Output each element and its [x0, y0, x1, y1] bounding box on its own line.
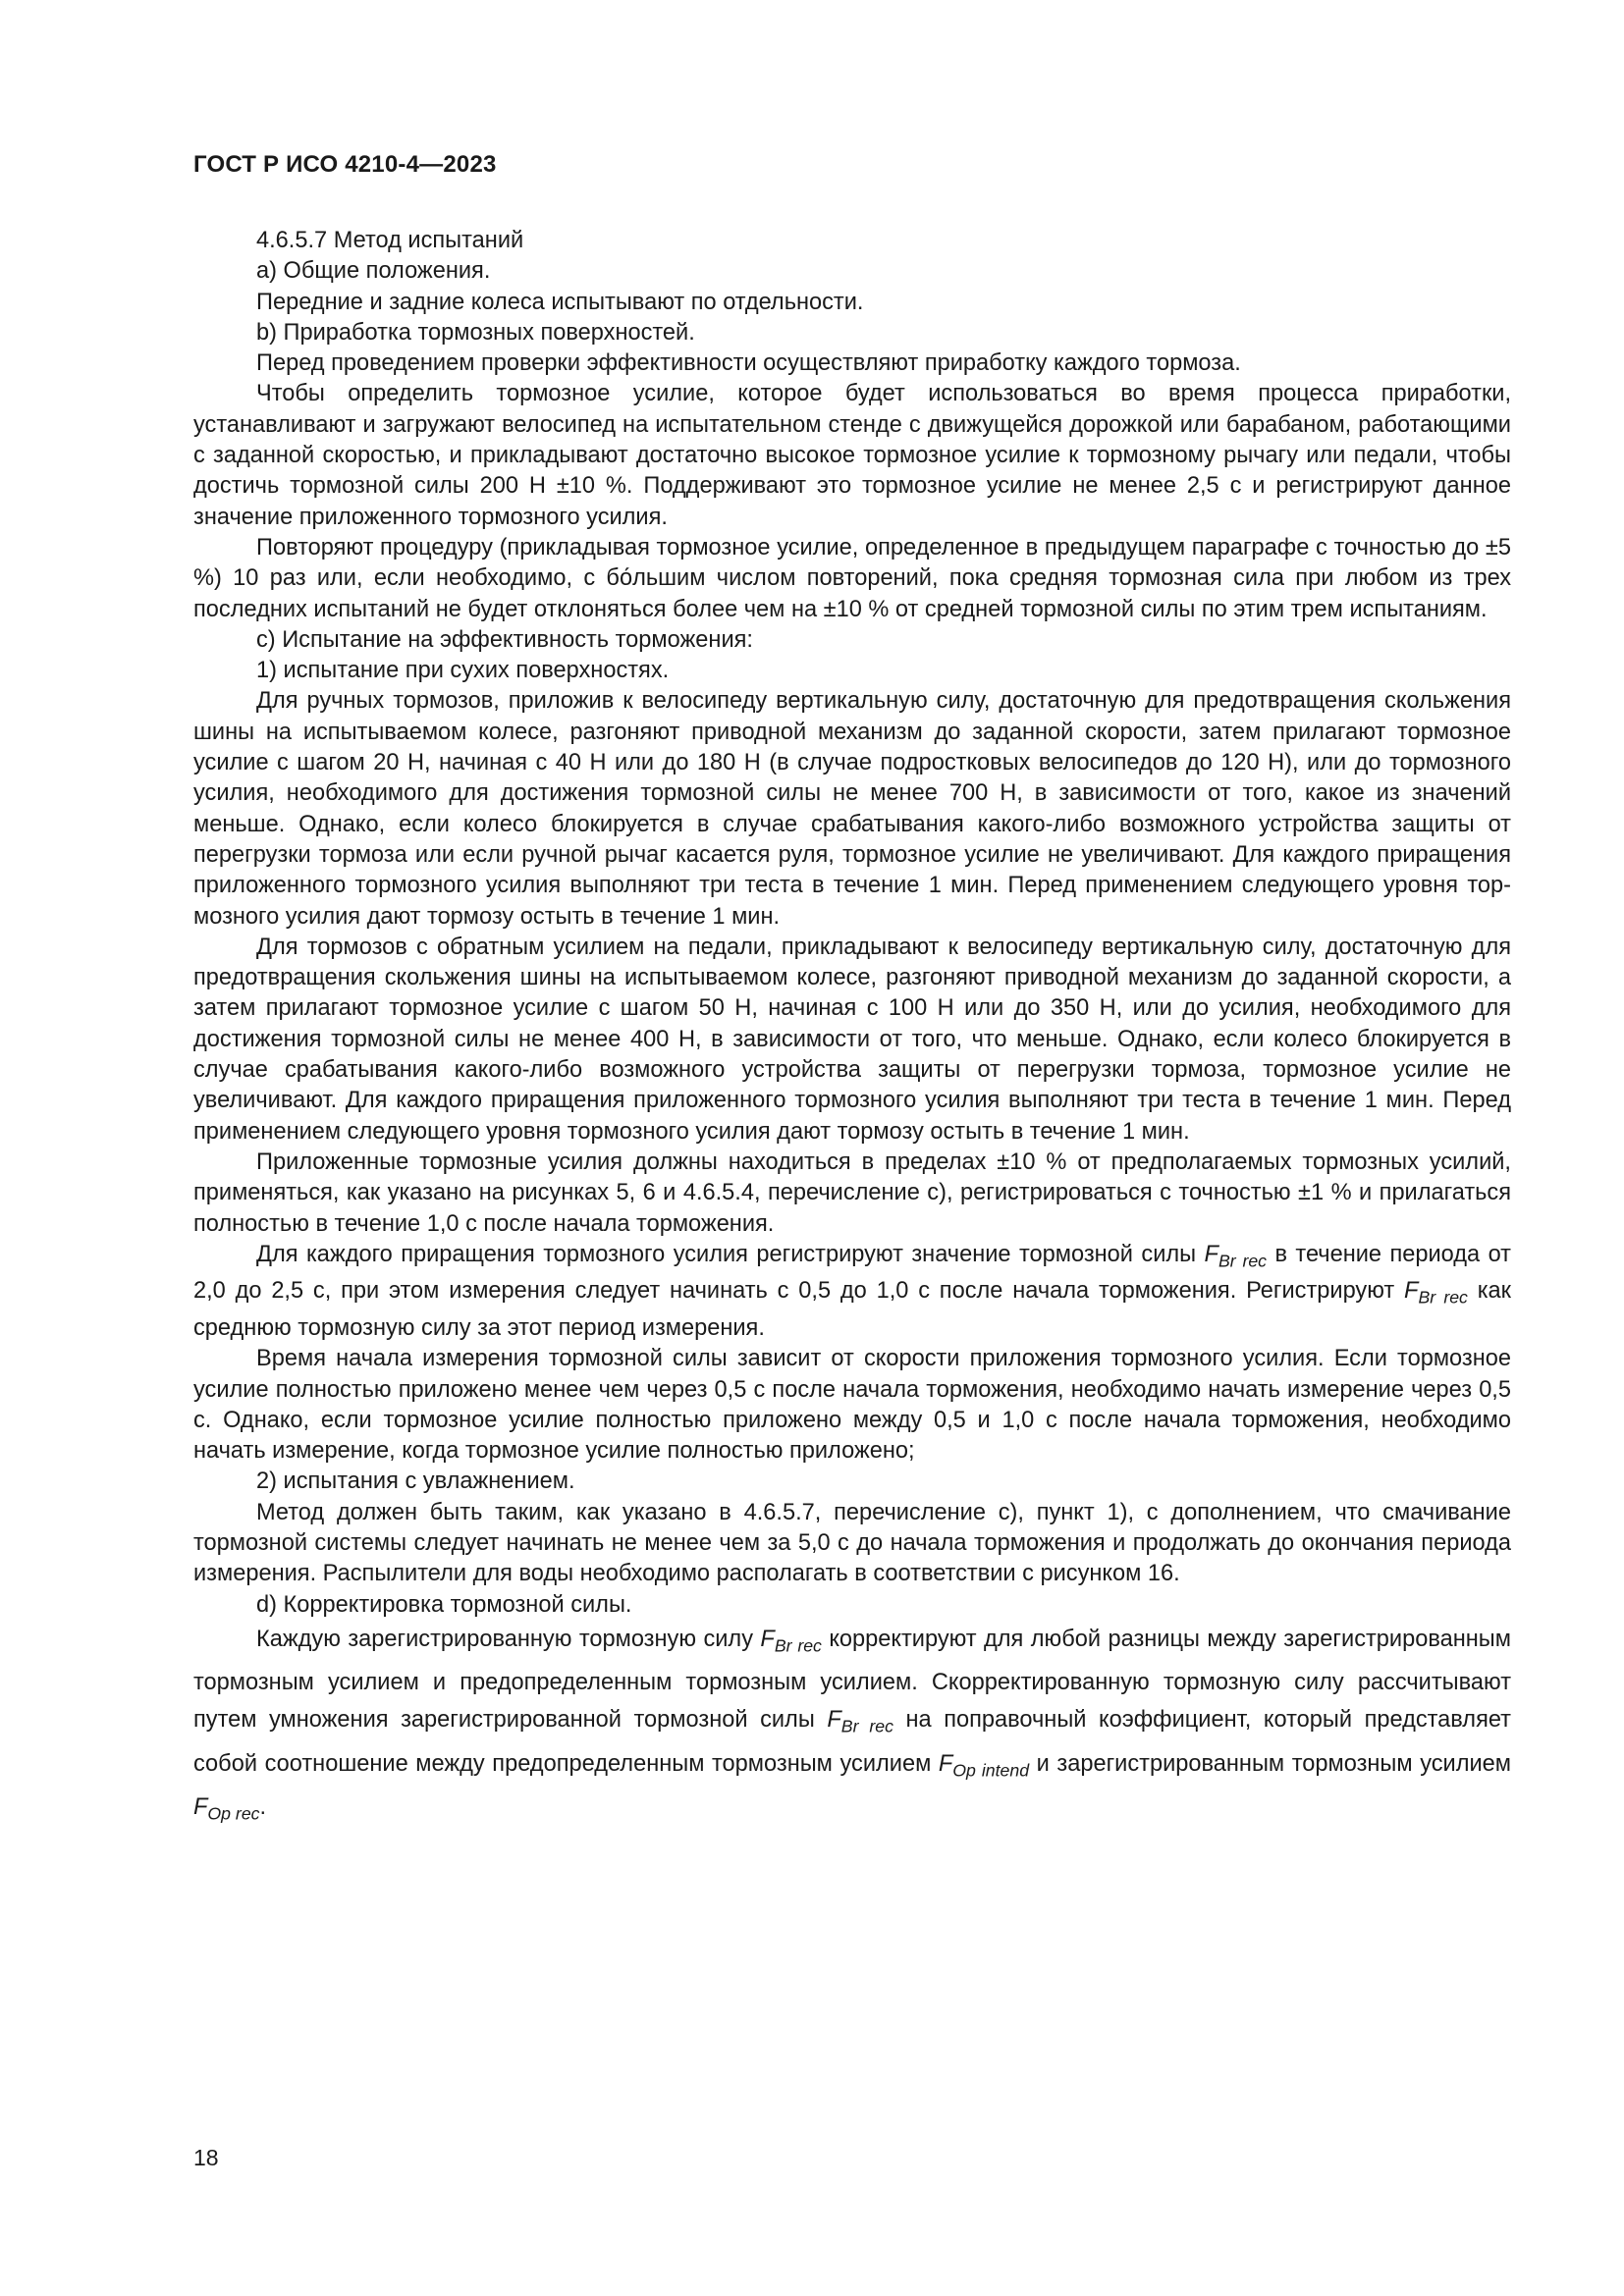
formula-symbol: F — [760, 1626, 775, 1652]
paragraph: a) Общие положения. — [256, 258, 491, 285]
paragraph-text: Для каждого приращения тормозного усилия регистрируют значение тормозной силы — [256, 1241, 1205, 1267]
paragraph-with-formula — [193, 1240, 1511, 1344]
formula-symbol: F — [827, 1707, 841, 1734]
paragraph: b) Приработка тормозных поверхностей. — [256, 319, 695, 346]
paragraph-text: корректируют для любой разницы между зарегистрированным тормозным усилием и предопределенным тормозным усилием. Скорректированную тормозную силу рассчитывают путем умножения зарегистрированной тормозной силы — [193, 1626, 1511, 1734]
paragraph: Чтобы определить тормозное усилие, которое будет использоваться во время процесса приработки, устанавливают и загружают велосипед на испытательном стенде с движущейся дорожкой или барабаном, работающими с заданной скоростью, и прикладывают достаточно высокое тормозное усилие к тормозному рычагу или педали, чтобы достичь тормозной силы 200 Н ±10 %. Поддерживают это тормозное усилие не менее 2,5 с и регистрируют данное значение приложенного тормозного усилия. — [193, 381, 1511, 530]
paragraph: Приложенные тормозные усилия должны находиться в пределах ±10 % от предполагаемых тормозных усилий, применяться, как указано на рисунках 5, 6 и 4.6.5.4, перечисление c), регистрироваться с точностью ±1 % и прилагаться полностью в течение 1,0 с после начала торможения. — [193, 1148, 1511, 1237]
paragraph-with-formula — [193, 1621, 1511, 1832]
formula-symbol: F — [938, 1750, 953, 1777]
paragraph-text: как среднюю тормозную силу за этот период измерения. — [193, 1278, 1511, 1341]
document-body — [193, 226, 1511, 1832]
formula-symbol: F — [1204, 1241, 1218, 1267]
paragraph-text: . — [259, 1793, 267, 1820]
paragraph-text: Каждую зарегистрированную тормозную силу — [256, 1626, 761, 1652]
formula-symbol: F — [1404, 1278, 1419, 1305]
paragraph: 2) испытания с увлажнением. — [256, 1468, 575, 1495]
paragraph-text: и зарегистрированным тормозным усилием — [1029, 1750, 1511, 1777]
page-number: 18 — [193, 2145, 219, 2170]
paragraph: Передние и задние колеса испытывают по отдельности. — [256, 289, 864, 315]
paragraph: c) Испытание на эффективность торможения: — [256, 626, 753, 653]
formula-subscript: Br rec — [1418, 1287, 1468, 1308]
formula-subscript: Br rec — [774, 1635, 822, 1656]
paragraph: Время начала измерения тормозной силы зависит от скорости приложения тормозного усилия. Если тормозное усилие полностью приложено менее чем через 0,5 с после начала торможения, необходимо начать измерение через 0,5 с. Однако, если тормозное усилие полностью приложено между 0,5 и 1,0 с после начала торможения, необходимо начать измерение, когда тормозное усилие полностью приложено; — [193, 1346, 1511, 1465]
paragraph-text: на поправочный коэффициент, который представляет собой соотношение между предопределенным тормозным усилием — [193, 1707, 1511, 1777]
paragraph: Повторяют процедуру (прикладывая тормозное усилие, определенное в предыдущем параграфе с точностью до ±5 %) 10 раз или, если необходимо, с бо́льшим числом повторений, пока средняя тормозная сила при любом из трех последних испытаний не будет отклоняться более чем на ±10 % от средней тормозной силы по этим трем испытаниям. — [193, 534, 1511, 622]
formula-symbol: F — [193, 1793, 208, 1820]
paragraph-text: в течение периода от 2,0 до 2,5 с, при этом измерения следует начинать с 0,5 до 1,0 с после начала торможения. Регистрируют — [193, 1241, 1511, 1305]
standard-code-header: ГОСТ Р ИСО 4210-4—2023 — [193, 151, 497, 178]
paragraph: Для тормозов с обратным усилием на педали, прикладывают к велосипеду вертикальную силу, достаточную для предотвращения скольжения шины на испытываемом колесе, разгоняют приводной механизм до заданной скорости, а затем прилагают тормозное усилие с шагом 50 Н, начиная с 100 Н или до 350 Н, или до усилия, необходимого для достижения тормозной силы не менее 400 Н, в зависимости от того, что меньше. Однако, если колесо блокируется в случае срабатывания какого-либо возможного устройства защиты от перегрузки тормоза, тормозное усилие не увеличивают. Для каждого приращения приложенного тормозного усилия выполняют три теста в течение 1 мин. Перед применением следующего уровня тормозного усилия дают тормозу остыть в течение 1 мин. — [193, 934, 1511, 1145]
formula-subscript: Op intend — [952, 1759, 1030, 1780]
paragraph: 1) испытание при сухих поверхностях. — [256, 658, 670, 684]
formula-subscript: Br rec — [1218, 1251, 1268, 1271]
paragraph: Для ручных тормозов, приложив к велосипеду вертикальную силу, достаточную для предотвращения скольжения шины на испытываемом колесе, разгоняют приводной механизм до заданной скорости, затем прилагают тормозное усилие с шагом 20 Н, начиная с 40 Н или до 180 Н (в случае подростковых велосипедов до 120 Н), или до тормозного усилия, необходимого для достижения тормозной силы не менее 700 Н, в зависимости от того, какое из значений меньше. Однако, если колесо блокируется в случае срабатывания какого-либо возможного устройства защиты от перегрузки тормоза или если ручной рычаг касается руля, тормозное усилие не увеличивают. Для каждого приращения приложенного тормозного усилия выполняют три теста в течение 1 мин. Перед применением следующего уровня тормозного усилия дают тормозу остыть в течение 1 мин. — [193, 688, 1511, 930]
paragraph: Метод должен быть таким, как указано в 4.6.5.7, перечисление c), пункт 1), с дополнением, что смачивание тормозной системы следует начинать не менее чем за 5,0 с до начала торможения и продолжать до окончания периода измерения. Распылители для воды необходимо располагать в соответствии с рисунком 16. — [193, 1499, 1511, 1587]
formula-subscript: Op rec — [207, 1803, 260, 1824]
paragraph: Перед проведением проверки эффективности осуществляют приработку каждого тормоза. — [256, 350, 1241, 377]
formula-subscript: Br rec — [840, 1716, 893, 1736]
paragraph: 4.6.5.7 Метод испытаний — [256, 228, 524, 253]
paragraph: d) Корректировка тормозной силы. — [256, 1591, 632, 1618]
